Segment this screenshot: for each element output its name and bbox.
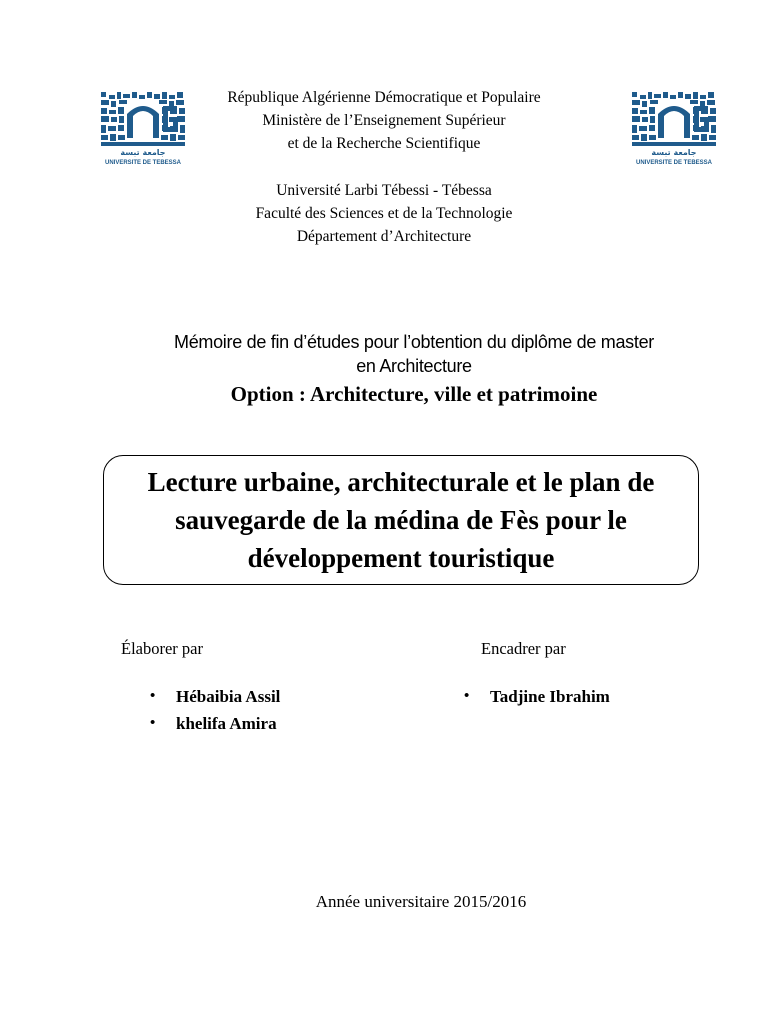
institution-header [180, 86, 588, 248]
supervisor-name: Tadjine Ibrahim [490, 687, 610, 706]
university-line: Université Larbi Tébessi - Tébessa [276, 182, 492, 199]
university-logo-left [101, 92, 185, 166]
thesis-description [60, 330, 768, 378]
list-item [150, 710, 280, 737]
author-name: khelifa Amira [176, 714, 277, 733]
logo-arabic-text: جامعة تبسة [651, 148, 697, 157]
department-line: Département d’Architecture [296, 228, 472, 245]
academic-year: Année universitaire 2015/2016 [315, 892, 527, 911]
header-spacer [180, 155, 588, 179]
thesis-title: Lecture urbaine, architecturale et le plan de sauvegarde de la médina de Fès pour le développement touristique [147, 467, 655, 573]
university-logo-right [632, 92, 716, 166]
bullet-icon: • [150, 688, 156, 704]
title-box [103, 455, 699, 585]
university-emblem-icon [632, 92, 716, 166]
list-item [464, 683, 610, 710]
bullet-icon: • [464, 688, 470, 704]
thesis-option: Option : Architecture, ville et patrimoine [230, 382, 598, 406]
supervisors-list [464, 683, 610, 710]
research-line: et de la Recherche Scientifique [287, 135, 481, 152]
authors-label: Élaborer par [121, 639, 203, 658]
logo-arabic-text: جامعة تبسة [120, 148, 166, 157]
logo-latin-text: UNIVERSITE DE TEBESSA [104, 160, 182, 166]
university-emblem-icon [101, 92, 185, 166]
thesis-description-line2: en Architecture [356, 356, 472, 376]
list-item [150, 683, 280, 710]
authors-list [150, 683, 280, 737]
faculty-line: Faculté des Sciences et de la Technologie [255, 205, 513, 222]
ministry-line: Ministère de l’Enseignement Supérieur [262, 112, 506, 129]
republic-line: République Algérienne Démocratique et Populaire [227, 89, 541, 106]
bullet-icon: • [150, 715, 156, 731]
supervisors-label: Encadrer par [481, 639, 566, 658]
thesis-description-line1: Mémoire de fin d’études pour l’obtention du diplôme de master [174, 332, 654, 352]
author-name: Hébaibia Assil [176, 687, 281, 706]
logo-latin-text: UNIVERSITE DE TEBESSA [635, 160, 713, 166]
